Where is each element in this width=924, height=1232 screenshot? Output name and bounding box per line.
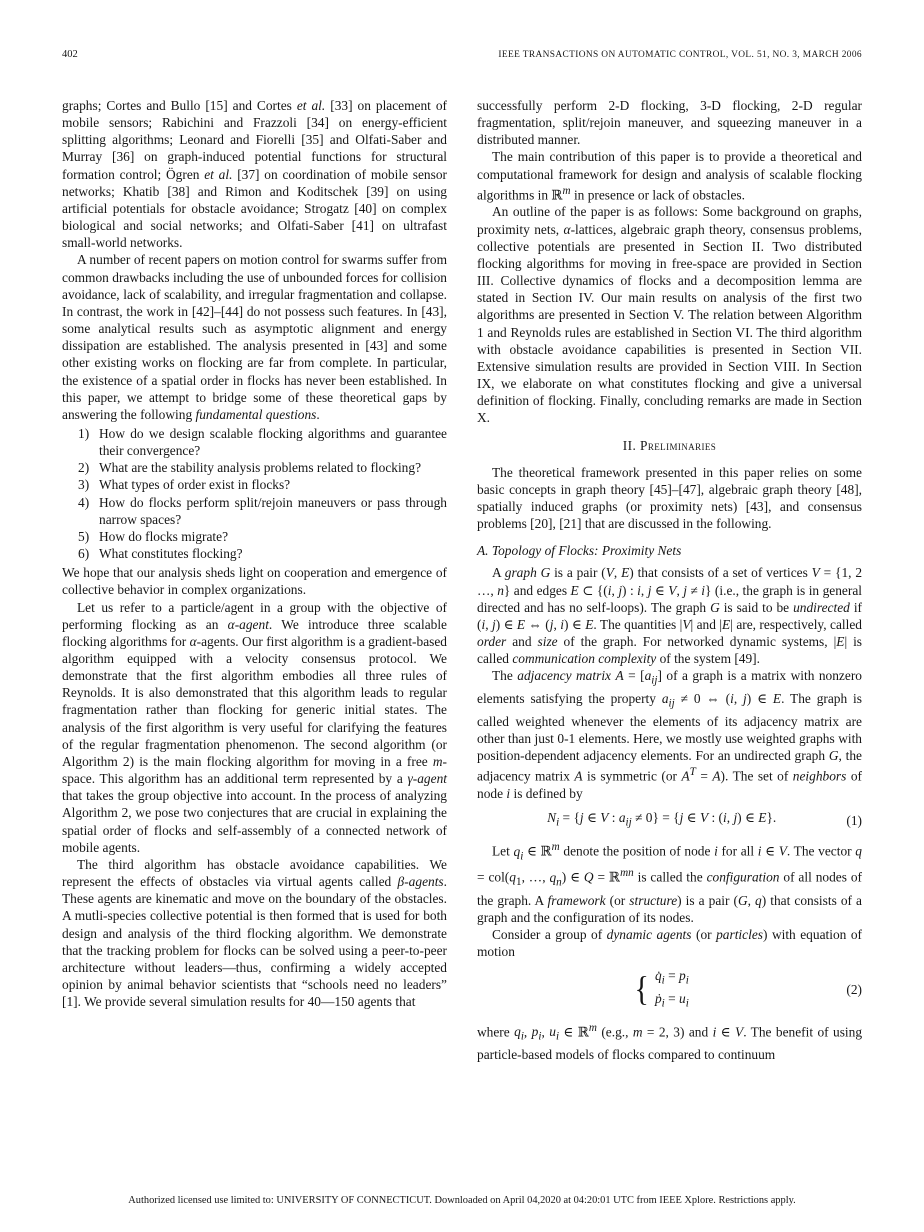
paragraph-configuration: Let $q_i$ ∈ ℝ$^m$ denote the position of node i for all i ∈ V. The vector $q = col(q_1$, …, $q_n$) ∈ Q = ℝ$^{mn}$ is called the configuration of all nodes of the graph. A framework (or structure) is a pair (G, q) that consists of a graph and the configuration of its nodes. xyxy=(477,841,862,925)
ieee-xplore-notice: Authorized licensed use limited to: UNIVERSITY OF CONNECTICUT. Downloaded on April 04,2020 at 04:20:01 UTC from IEEE Xplore. Restrictions apply. xyxy=(128,1195,796,1206)
list-item-text: How do flocks migrate? xyxy=(99,528,229,544)
paragraph-success: successfully perform 2-D flocking, 3-D flocking, 2-D regular fragmentation, split/rejoin maneuver, and squeezing maneuver in a distributed manner. xyxy=(477,98,862,148)
right-column xyxy=(477,97,862,1063)
two-column-body xyxy=(62,97,862,1063)
equation-1 xyxy=(477,809,862,832)
left-column xyxy=(62,97,447,1063)
paragraph-hope: We hope that our analysis sheds light on cooperation and emergence of collective behavior in complex organizations. xyxy=(62,565,447,598)
paragraph-beta-agents: The third algorithm has obstacle avoidance capabilities. We represent the effects of obstacles via virtual agents called β-agents. These agents are kinematic and move on the boundary of the obstacles. A mutli-species collective potential is then formed that is used for both design and analysis of the third flocking algorithm. We demonstrate that the tracking problem for flocks can be solved using a peer-to-peer architecture without leaders—thus, confirming a widely accepted opinion by animal behavior scientists that “schools need no leaders” [1]. We provide several simulation results for 40—150 agents that xyxy=(62,856,447,1010)
case-lines xyxy=(655,967,689,1012)
left-brace: { xyxy=(634,970,649,1009)
list-item xyxy=(62,494,447,528)
list-item-number: 4) xyxy=(78,494,90,510)
page-number: 402 xyxy=(62,49,78,60)
equation-2 xyxy=(477,967,862,1012)
paragraph-references: graphs; Cortes and Bullo [15] and Cortes et al. [33] on placement of mobile sensors; Rabichini and Frazzoli [34] on energy-efficient splitting algorithms; Leonard and Fiorelli [35] and Olfati-Saber and Murray [36] on graph-induced potential functions for structural formation control; Ögren et al. [37] on coordination of mobile sensor networks; Khatib [38] and Rimon and Koditschek [39] on using artificial potentials for obstacle avoidance; Strogatz [40] on complex biological and social networks; and Olfati-Saber [41] on ultrafast small-world networks. xyxy=(62,98,448,251)
list-item xyxy=(62,528,447,545)
list-item xyxy=(62,425,447,459)
section-heading-preliminaries: II. Preliminaries xyxy=(622,438,717,454)
list-item xyxy=(62,459,447,476)
list-item-text: What are the stability analysis problems related to flocking? xyxy=(99,460,422,476)
paragraph-dynamic-agents: Consider a group of dynamic agents (or particles) with equation of motion xyxy=(477,926,862,960)
list-item-text: How do we design scalable flocking algorithms and guarantee their convergence? xyxy=(99,425,447,459)
cases-group xyxy=(635,967,689,1012)
equation-line: $ṗ_i = u_i$ xyxy=(654,990,689,1010)
paragraph-adjacency-matrix: The adjacency matrix $A = [a_{ij}]$ of a graph is a matrix with nonzero elements satisfying the property $a_{ij} \ne 0$ ⇔ (i, j) ∈ E. The graph is called weighted whenever the elements of its adjacency matrix are other than just 0-1 elements. Here, we mostly use weighted graphs with position-dependent adjacency elements. For an undirected graph G, the adjacency matrix A is symmetric (or $A^T = A$). The set of neighbors of node i is defined by xyxy=(477,668,862,802)
paragraph-where: where $q_i$, $p_i$, $u_i$ ∈ ℝ$^m$ (e.g., m = 2, 3) and i ∈ V. The benefit of using particle-based models of flocks compared to continuum xyxy=(477,1021,863,1062)
equation-number: (1) xyxy=(846,813,862,829)
list-item-number: 6) xyxy=(78,546,90,562)
running-header xyxy=(62,49,862,60)
list-item xyxy=(62,476,447,493)
list-item-number: 1) xyxy=(78,425,90,441)
list-item-text: How do flocks perform split/rejoin maneuvers or pass through narrow spaces? xyxy=(99,494,447,527)
list-item-number: 5) xyxy=(78,528,90,544)
equation-body xyxy=(477,967,846,1012)
list-item-text: What constitutes flocking? xyxy=(99,546,243,562)
paragraph-graph-definition: A graph G is a pair (V, E) that consists of a set of vertices V = {1, 2 …, n} and edges E ⊂ {(i, j) : i, j ∈ V, j ≠ i} (i.e., the graph is in general directed and has no self-loops). The graph G is said to be undirected if (i, j) ∈ E ⇔ (j, i) ∈ E. The quantities |V| and |E| are, respectively, called order and size of the graph. For networked dynamic systems, |E| is called communication complexity of the system [49]. xyxy=(477,565,863,667)
paragraph-alpha-agents: Let us refer to a particle/agent in a group with the objective of performing flocking as an α-agent. We introduce three scalable flocking algorithms for α-agents. Our first algorithm is a gradient-based algorithm equipped with a velocity consensus protocol. We demonstrate that the first algorithm embodies all three rules of Reynolds. It is also demonstrated that this algorithm leads to regular fragmentation rather than flocking for generic initial states. The analysis of the first algorithm is very useful for clarifying the features of the regular fragmentation phenomenon. The second algorithm (or Algorithm 2) is the main flocking algorithm for moving in a free m-space. This algorithm has an additional term represented by a γ-agent that takes the group objective into account. In the process of analyzing Algorithm 2, we pose two conjectures that are crucial in explaining the spatial order of flocks and self-assembly of a connected network of mobile agents. xyxy=(62,599,447,855)
subsection-heading-topology: A. Topology of Flocks: Proximity Nets xyxy=(477,543,682,559)
list-item-text: What types of order exist in flocks? xyxy=(99,477,291,493)
paragraph-contribution: The main contribution of this paper is to provide a theoretical and computational framework for design and analysis of scalable flocking algorithms in ℝ$^m$ in presence or lack of obstacles. xyxy=(477,149,862,203)
list-item-number: 2) xyxy=(78,460,90,476)
journal-title: IEEE TRANSACTIONS ON AUTOMATIC CONTROL, VOL. 51, NO. 3, MARCH 2006 xyxy=(498,50,862,60)
paragraph-outline: An outline of the paper is as follows: Some background on graphs, proximity nets, α-lattices, algebraic graph theory, consensus problems, collective potentials are presented in Section II. Two distributed flocking algorithms for moving in free-space are provided in Section III. Collective dynamics of flocks and a decomposition lemma are stated in Section IV. Our main results on analysis of the first two algorithms are presented in Section V. The relation between Algorithm 1 and Reynolds rules are established in Section VI. The third algorithm with obstacle avoidance capabilities is presented in Section VII. Extensive simulation results are provided in Section VIII. In Section IX, we elaborate on what constitutes flocking and give a universal definition of flocking. Finally, concluding remarks are made in Section X. xyxy=(477,204,862,426)
equation-body: $N_i = \{j$ ∈ V : $a_{ij} \ne 0\} = \{j$ ∈ V : (i, j) ∈ E}. xyxy=(547,810,777,829)
list-item-number: 3) xyxy=(78,477,90,493)
equation-number: (2) xyxy=(846,982,862,998)
paragraph-framework: The theoretical framework presented in this paper relies on some basic concepts in graph theory [45]–[47], algebraic graph theory [48], spatially induced graphs (or proximity nets) [43], and consensus problems [20], [21] that are discussed in the following. xyxy=(477,464,862,532)
paragraph-drawbacks: A number of recent papers on motion control for swarms suffer from common drawbacks including the use of unbounded forces for collision avoidance, lack of scalability, and irregular fragmentation and collapse. In contrast, the work in [42]–[44] do not possess such features. In [43], some analytical results such as asymptotic alignment and energy dissipation are established. The analysis presented in [43] and some other existing works on flocking are far from complete. In particular, the existence of a spatial order in flocks has never been established. In this paper, we attempt to bridge some of these theoretical gaps by answering the following fundamental questions. xyxy=(62,252,447,422)
question-list xyxy=(62,425,447,562)
list-item xyxy=(62,545,447,562)
equation-line: $q̇_i = p_i$ xyxy=(654,968,689,987)
